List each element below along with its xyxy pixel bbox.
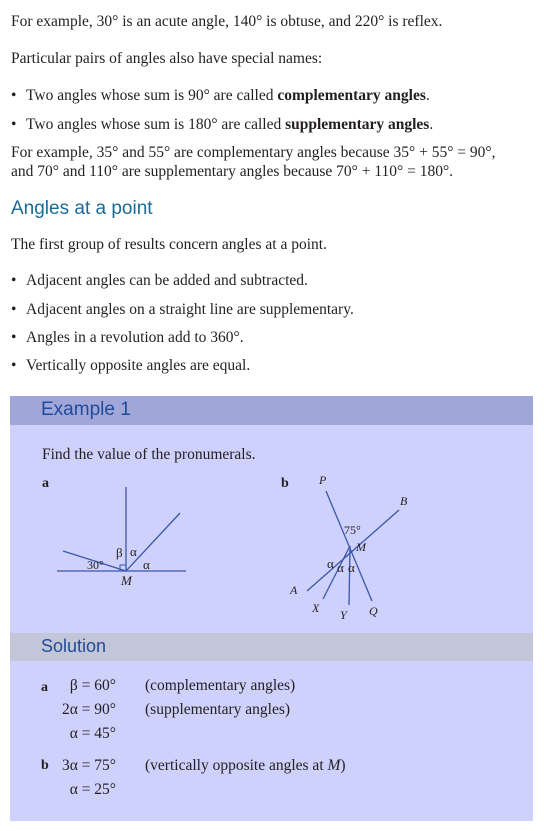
alpha-label: α [348,560,355,575]
solution-reason: (complementary angles) [145,677,296,694]
alpha-label: α [337,560,344,575]
term-supplementary: supplementary angles [285,116,430,133]
solution-reason: (vertically opposite angles at M) [145,757,346,774]
bullet-dot: • [11,116,17,133]
point-P-label: P [319,473,327,487]
example-header [10,396,533,425]
solution-equation: α = 25° [69,781,116,798]
example2-line2: and 70° and 110° are supplementary angles because 70° + 110° = 180°. [11,163,454,180]
solution-equation: 2α = 90° [61,701,116,718]
point-A-label: A [290,583,298,597]
bullet-text: Two angles whose sum is 180° are called supplementary angles. [26,116,434,133]
bullet-dot: • [11,301,17,318]
solution-title: Solution [41,636,107,656]
term-complementary: complementary angles [277,87,426,104]
alpha-label: α [143,557,150,572]
bullet-dot: • [11,272,17,289]
bullet-text: Adjacent angles can be added and subtracted. [26,272,308,289]
bullet-text: Two angles whose sum is 90° are called complementary angles. [26,87,430,104]
bullet-text: Angles in a revolution add to 360°. [26,329,244,346]
example-prompt: Find the value of the pronumerals. [42,446,256,463]
solution-b-label: b [41,758,49,773]
point-Q-label: Q [369,604,378,618]
part-a-label: a [42,476,49,491]
solution-equation: β = 60° [69,677,116,694]
point-X-label: X [312,601,320,615]
point-B-label: B [400,494,408,508]
point-m-label: M [121,573,132,588]
ray-right [126,513,180,571]
beta-label: β [116,545,123,560]
solution-header [10,633,533,661]
example-title: Example 1 [41,399,131,420]
alpha-label: α [327,556,334,571]
intro-example-line: For example, 30° is an acute angle, 140° is obtuse, and 220° is reflex. [11,13,443,30]
bullet-dot: • [11,329,17,346]
point-M-label: M [356,540,366,554]
angle-75-label: 75° [344,523,361,537]
part-b-label: b [281,476,289,491]
point-Y-label: Y [340,608,347,622]
section-intro: The first group of results concern angles at a point. [11,236,327,253]
bullet-text: Adjacent angles on a straight line are supplementary. [26,301,354,318]
bullet-text: Vertically opposite angles are equal. [26,357,251,374]
example-box [10,396,533,821]
bullet-dot: • [11,87,17,104]
intro-pairs-line: Particular pairs of angles also have special names: [11,50,323,67]
solution-reason: (supplementary angles) [145,701,291,718]
section-heading: Angles at a point [11,198,153,219]
alpha-label: α [130,544,137,559]
bullet-dot: • [11,357,17,374]
angle-30-label: 30° [87,558,104,572]
solution-equation: 3α = 75° [61,757,116,774]
solution-equation: α = 45° [69,725,116,742]
example2-line1: For example, 35° and 55° are complementary angles because 35° + 55° = 90°, [11,144,496,161]
solution-a-label: a [41,680,48,695]
